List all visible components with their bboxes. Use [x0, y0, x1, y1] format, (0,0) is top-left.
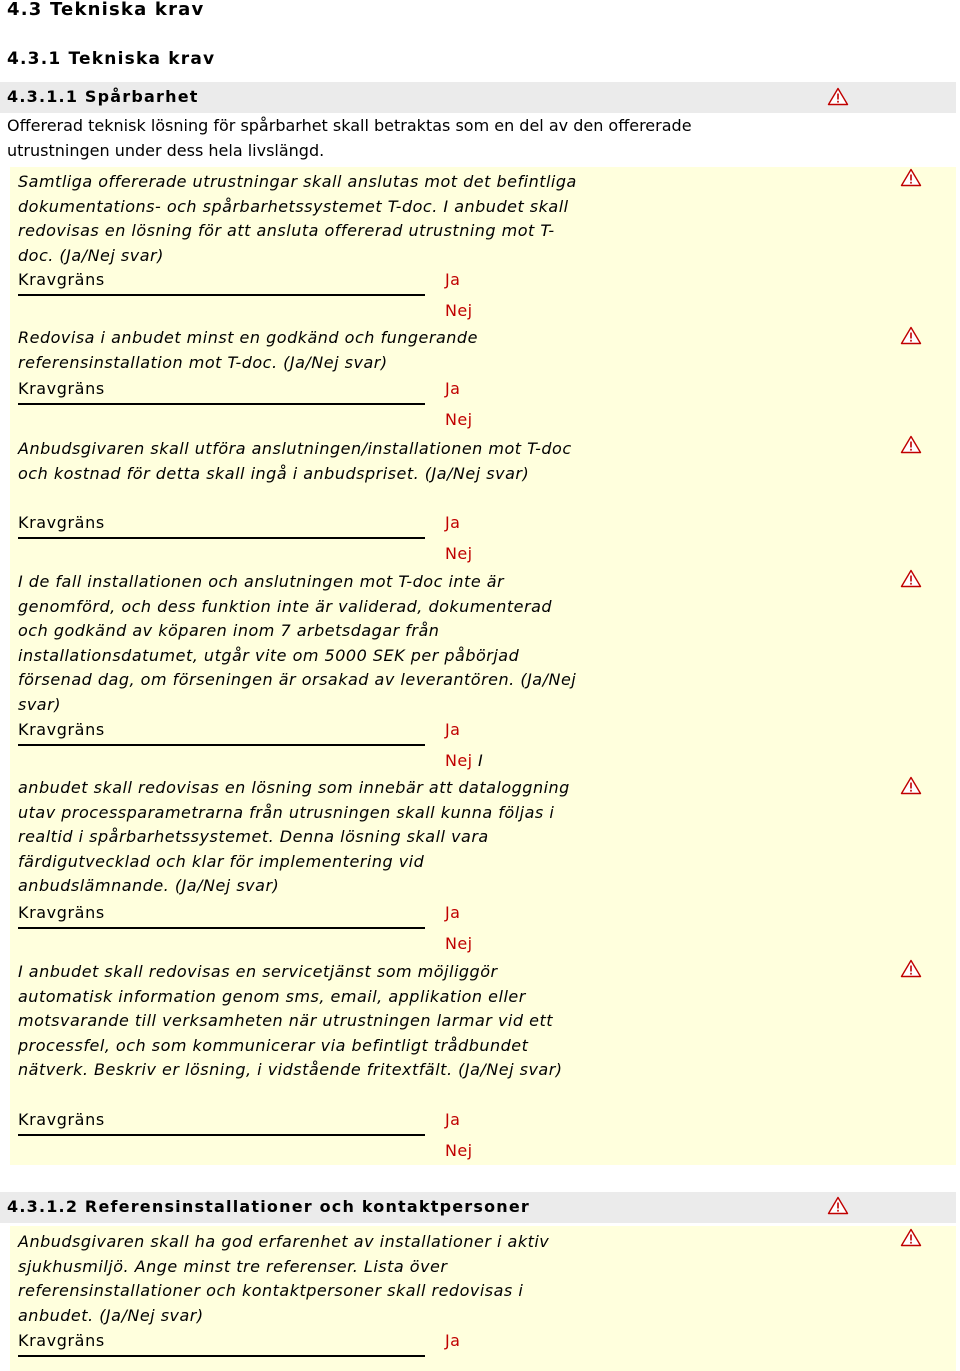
- requirement-text: Anbudsgivaren skall utföra anslutningen/installationen mot T-doc och kostnad för detta skall ingå i anbudspriset. (Ja/Nej svar): [18, 439, 572, 483]
- requirement-text: Redovisa i anbudet minst en godkänd och fungerande referensinstallation mot T-doc. (Ja/Nej svar): [18, 328, 478, 372]
- option-nej[interactable]: Nej: [445, 1141, 473, 1160]
- divider-line: [18, 537, 425, 539]
- kravgrans-label: Kravgräns: [18, 720, 105, 739]
- warning-triangle-icon: [827, 87, 849, 106]
- option-nej[interactable]: Nej: [445, 410, 473, 429]
- kravgrans-label: Kravgräns: [18, 903, 105, 922]
- option-ja[interactable]: Ja: [445, 270, 461, 289]
- kravgrans-label: Kravgräns: [18, 379, 105, 398]
- requirement-text: Anbudsgivaren skall ha god erfarenhet av installationer i aktiv sjukhusmiljö. Ange minst tre referenser. Lista över referensinstallationer och kontaktpersoner skall redovisas i anbudet. (Ja/Nej svar): [18, 1232, 550, 1325]
- requirement-text: anbudet skall redovisas en lösning som innebär att dataloggning utav processparametrarna från utrusningen skall kunna följas i realtid i spårbarhetssystemet. Denna lösning skall vara färdigutvecklad och klar för implementering vid anbudslämnande. (Ja/Nej svar): [18, 778, 570, 896]
- divider-line: [18, 294, 425, 296]
- warning-triangle-icon: [900, 959, 922, 978]
- section-header-sparbarhet: [0, 82, 956, 113]
- kravgrans-label: Kravgräns: [18, 270, 105, 289]
- divider-line: [18, 1355, 425, 1357]
- warning-triangle-icon: [900, 435, 922, 454]
- option-nej[interactable]: Nej: [445, 934, 473, 953]
- divider-line: [18, 403, 425, 405]
- kravgrans-label: Kravgräns: [18, 513, 105, 532]
- warning-triangle-icon: [900, 569, 922, 588]
- warning-triangle-icon: [900, 776, 922, 795]
- section-header-referensinstallationer: [0, 1192, 956, 1223]
- requirement-text: I de fall installationen och anslutningen mot T-doc inte är genomförd, och dess funktion inte är validerad, dokumenterad och godkänd av köparen inom 7 arbetsdagar från installationsdatumet, utgår vite om 5000 SEK per påbörjad försenad dag, om förseningen är orsakad av leverantören. (Ja/Nej svar): [18, 572, 577, 714]
- requirement-text: I anbudet skall redovisas en servicetjänst som möjliggör automatisk information genom sms, email, applikation eller motsvarande till verksamheten när utrustningen larmar vid ett processfel, och som kommunicerar via befintligt trådbundet nätverk. Beskriv er lösning, i vidstående fritextfält. (Ja/Nej svar): [18, 962, 563, 1080]
- kravgrans-label: Kravgräns: [18, 1110, 105, 1129]
- option-ja[interactable]: Ja: [445, 903, 461, 922]
- option-nej[interactable]: Nej: [445, 301, 473, 320]
- section-title: 4.3.1.1 Spårbarhet: [7, 87, 199, 106]
- requirement-text: Samtliga offererade utrustningar skall anslutas mot det befintliga dokumentations- och spårbarhetssystemet T-doc. I anbudet skall redovisas en lösning för att ansluta offererad utrustning mot T-doc. (Ja/Nej svar): [18, 172, 577, 265]
- warning-triangle-icon: [900, 1228, 922, 1247]
- divider-line: [18, 1134, 425, 1136]
- divider-line: [18, 927, 425, 929]
- warning-triangle-icon: [900, 168, 922, 187]
- divider-line: [18, 744, 425, 746]
- warning-triangle-icon: [900, 326, 922, 345]
- sub-heading: 4.3.1 Tekniska krav: [7, 49, 216, 69]
- option-ja[interactable]: Ja: [445, 1110, 461, 1129]
- option-ja[interactable]: Ja: [445, 513, 461, 532]
- section-intro: Offererad teknisk lösning för spårbarhet skall betraktas som en del av den offererade utrustningen under dess hela livslängd.: [7, 116, 692, 160]
- kravgrans-label: Kravgräns: [18, 1331, 105, 1350]
- section-title: 4.3.1.2 Referensinstallationer och kontaktpersoner: [7, 1197, 531, 1216]
- continuation-text: I: [478, 751, 483, 770]
- option-nej[interactable]: Nej: [445, 544, 473, 563]
- option-nej[interactable]: Nej: [445, 751, 473, 770]
- option-ja[interactable]: Ja: [445, 1331, 461, 1350]
- option-ja[interactable]: Ja: [445, 720, 461, 739]
- page-heading: 4.3 Tekniska krav: [7, 0, 205, 20]
- warning-triangle-icon: [827, 1196, 849, 1215]
- option-ja[interactable]: Ja: [445, 379, 461, 398]
